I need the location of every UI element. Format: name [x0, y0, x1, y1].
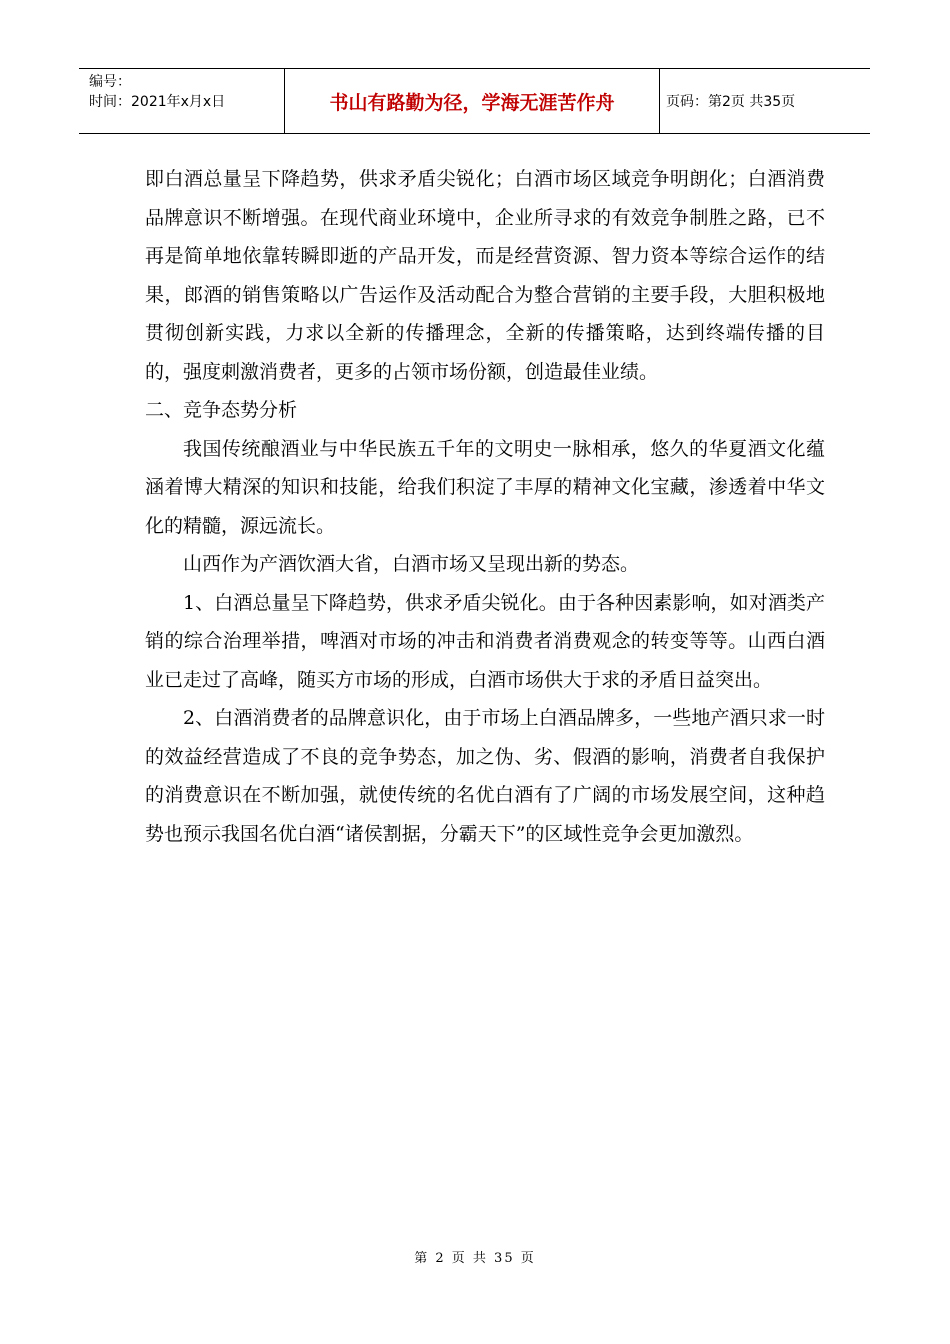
paragraph: 1、白酒总量呈下降趋势，供求矛盾尖锐化。由于各种因素影响，如对酒类产销的综合治理举措，啤酒对市场的冲击和消费者消费观念的转变等等。山西白酒业已走过了高峰，随买方市场的形成，白酒市场供大于求的矛盾日益突出。 [145, 591, 825, 691]
section-heading: 二、竞争态势分析 [145, 399, 298, 421]
page-header [79, 68, 870, 134]
document-number-label: 编号： [89, 74, 131, 90]
paragraph: 我国传统酿酒业与中华民族五千年的文明史一脉相承，悠久的华夏酒文化蕴涵着博大精深的知识和技能，给我们积淀了丰厚的精神文化宝藏，渗透着中华文化的精髓，源远流长。 [145, 437, 825, 537]
header-page-info: 页码：第2页 共35页 [666, 94, 796, 110]
header-meta [79, 69, 284, 133]
page-footer: 第 2 页 共 35 页 [414, 1251, 536, 1266]
paragraph: 山西作为产酒饮酒大省，白酒市场又呈现出新的势态。 [183, 553, 640, 575]
document-time-label: 时间：2021年x月x日 [89, 94, 226, 110]
paragraph-continuation: 即白酒总量呈下降趋势，供求矛盾尖锐化；白酒市场区域竞争明朗化；白酒消费品牌意识不断增强。在现代商业环境中，企业所寻求的有效竞争制胜之路，已不再是简单地依靠转瞬即逝的产品开发，而是经营资源、智力资本等综合运作的结果，郎酒的销售策略以广告运作及活动配合为整合营销的主要手段，大胆积极地贯彻创新实践，力求以全新的传播理念，全新的传播策略，达到终端传播的目的，强度刺激消费者，更多的占领市场份额，创造最佳业绩。 [145, 168, 825, 383]
document-body [145, 160, 825, 853]
paragraph: 2、白酒消费者的品牌意识化，由于市场上白酒品牌多，一些地产酒只求一时的效益经营造成了不良的竞争势态，加之伪、劣、假酒的影响，消费者自我保护的消费意识在不断加强，就使传统的名优白酒有了广阔的市场发展空间，这种趋势也预示我国名优白酒“诸侯割据，分霸天下”的区域性竞争会更加激烈。 [145, 707, 825, 845]
header-motto: 书山有路勤为径，学海无涯苦作舟 [284, 69, 660, 133]
